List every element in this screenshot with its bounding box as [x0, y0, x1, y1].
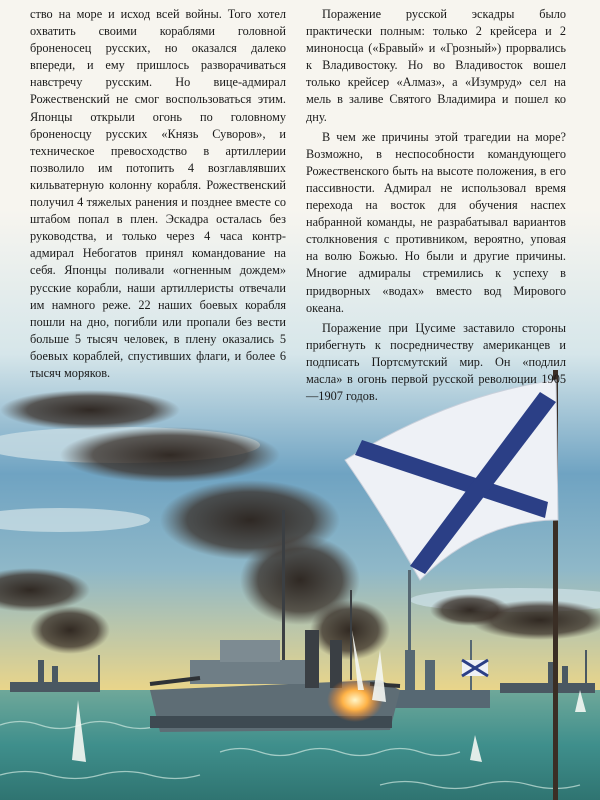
paragraph: В чем же причины этой трагедии на море? Возможно, в неспособности командующего Рожественского быть на высоте положения, в его пассивности. Адмирал не использовал время перехода на восток для обучения наспех набранной команды, не разрабатывал вариантов столкновения с противником, вероятно, уповая на волю Божью. Но были и другие причины. Многие адмиралы стремились к успеху в придворных «водах» вместо вод Мирового океана. — [306, 129, 566, 315]
text-column-right — [306, 6, 566, 405]
paragraph: Поражение русской эскадры было практически полным: только 2 крейсера и 2 миноносца («Бравый» и «Грозный») прорвались к Владивостоку. Но во Владивосток вошел только крейсер «Алмаз», а «Изумруд» сел на мель в заливе Святого Владимира и пошел ко дну. — [306, 7, 566, 124]
paragraph: ство на море и исход всей войны. Того хотел охватить своими кораблями головной броненосец русских, но оказался далеко впереди, и ему пришлось разворачиваться навстречу русским. Но вице-адмирал Рожественский не смог воспользоваться этим. Японцы открыли огонь по головному броненосцу русских «Князь Суворов», и техническое превосходство в артиллерии позволило им потопить 4 возглавлявших кильватерную колонну корабля. Рожественский получил 4 тяжелых ранения и позднее вместе со штабом попал в плен. Эскадра осталась без руководства, и только через 4 часа контр-адмирал Небогатов принял командование на себя. Японцы поливали «огненным дождем» русские корабли, наши артиллеристы отвечали им намного реже. 22 наших боевых корабля пошли на дно, погибли или пропали без вести больше 5 тысяч человек, в плену оказались 5 боевых кораблей, спустивших флаги, и более 6 тысяч моряков. — [30, 7, 286, 380]
ship-flag-small — [462, 660, 488, 676]
text-column-left — [30, 6, 286, 382]
paragraph: Поражение при Цусиме заставило стороны прибегнуть к посредничеству американцев и подписать Портсмутский мир. Он «подлил масла» в огонь первой русской революции 1905—1907 годов. — [306, 320, 566, 404]
